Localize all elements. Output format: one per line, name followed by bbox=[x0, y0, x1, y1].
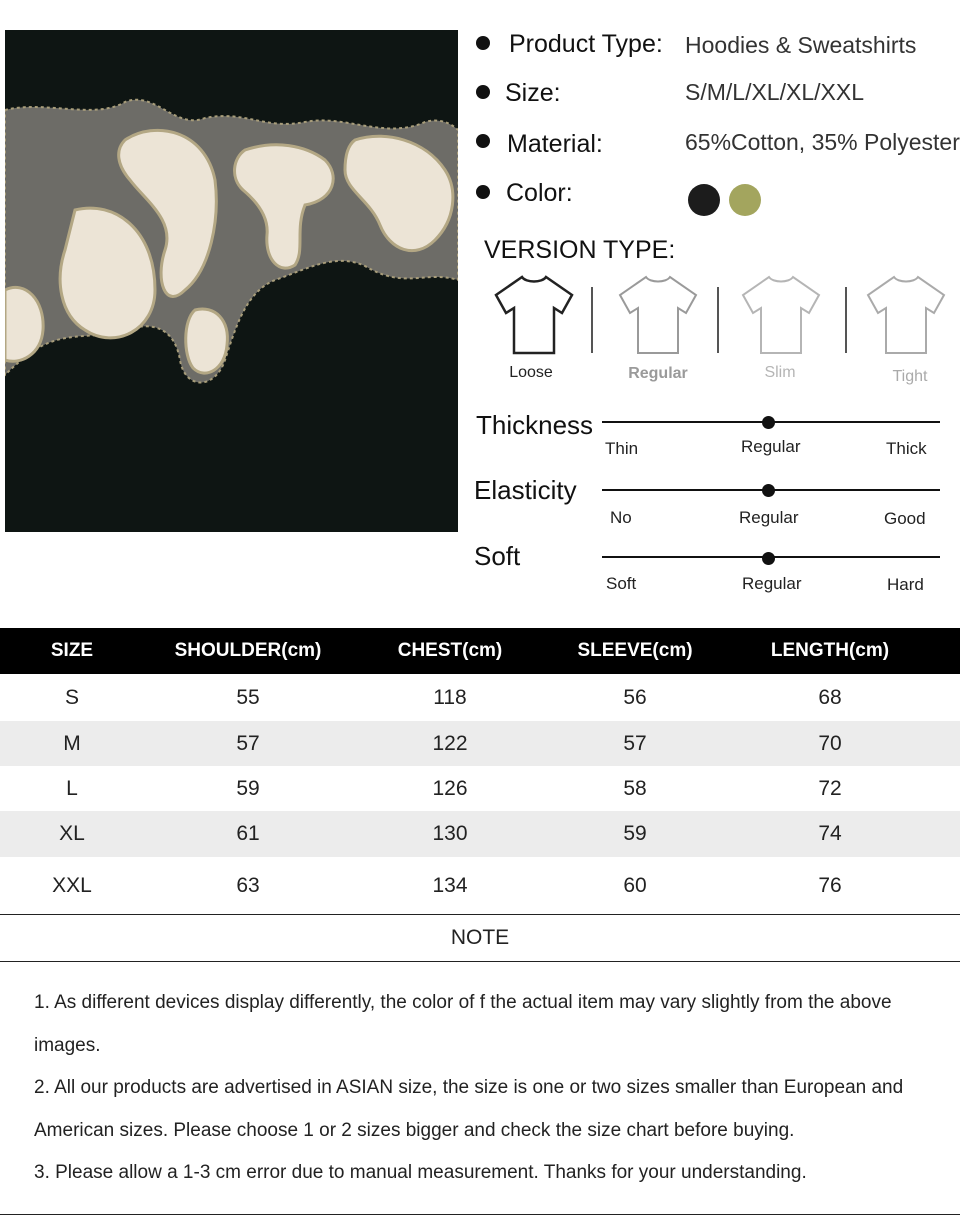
version-type-title: VERSION TYPE: bbox=[484, 236, 676, 264]
note-line: images. bbox=[34, 1034, 101, 1056]
table-cell: 59 bbox=[236, 776, 260, 800]
soft-low: Soft bbox=[606, 574, 637, 593]
table-row bbox=[0, 766, 960, 811]
note-line: 2. All our products are advertised in ASIAN size, the size is one or two sizes smaller than European and bbox=[34, 1077, 904, 1098]
header-shoulder: SHOULDER(cm) bbox=[174, 640, 322, 661]
table-cell: M bbox=[63, 731, 81, 755]
header-size: SIZE bbox=[50, 640, 94, 661]
bullet-icon bbox=[476, 36, 490, 50]
table-cell: 72 bbox=[818, 776, 842, 800]
table-cell: 70 bbox=[818, 731, 842, 755]
elasticity-title: Elasticity bbox=[474, 475, 577, 505]
elasticity-low: No bbox=[610, 508, 632, 527]
version-label-tight: Tight bbox=[892, 368, 928, 385]
header-chest: CHEST(cm) bbox=[397, 640, 503, 661]
tight-tee-icon bbox=[866, 275, 946, 355]
table-cell: 56 bbox=[623, 685, 647, 709]
divider bbox=[0, 1214, 960, 1215]
table-cell: 63 bbox=[236, 873, 260, 897]
soft-marker bbox=[762, 552, 775, 565]
table-cell: XL bbox=[59, 822, 85, 845]
table-cell: 130 bbox=[432, 822, 468, 845]
thickness-mid: Regular bbox=[741, 437, 801, 456]
note-line: 3. Please allow a 1-3 cm error due to manual measurement. Thanks for your understanding. bbox=[34, 1162, 807, 1183]
size-table bbox=[0, 628, 960, 914]
thickness-title: Thickness bbox=[476, 410, 594, 440]
elasticity-marker bbox=[762, 484, 775, 497]
table-row bbox=[0, 721, 960, 766]
size-value: S/M/L/XL/XL/XXL bbox=[685, 79, 864, 105]
soft-mid: Regular bbox=[742, 574, 802, 593]
table-cell: 61 bbox=[236, 822, 260, 845]
table-cell: 57 bbox=[623, 731, 647, 755]
color-swatch-olive[interactable] bbox=[729, 184, 761, 216]
bullet-icon bbox=[476, 85, 490, 99]
note-line: American sizes. Please choose 1 or 2 sizes bigger and check the size chart before buying. bbox=[34, 1119, 795, 1141]
table-cell: 57 bbox=[236, 731, 260, 755]
header-length: LENGTH(cm) bbox=[770, 640, 890, 661]
material-label: Material: bbox=[507, 130, 603, 158]
thickness-low: Thin bbox=[605, 439, 639, 458]
table-cell: S bbox=[64, 685, 79, 709]
table-row bbox=[0, 674, 960, 721]
table-cell: 134 bbox=[432, 873, 468, 897]
table-cell: 55 bbox=[236, 685, 260, 709]
table-cell: XXL bbox=[52, 873, 92, 897]
table-cell: 59 bbox=[623, 822, 647, 845]
material-value: 65%Cotton, 35% Polyester bbox=[685, 129, 960, 155]
table-cell: 68 bbox=[818, 685, 842, 709]
product-photo bbox=[5, 30, 458, 532]
table-cell: L bbox=[66, 776, 78, 800]
table-row bbox=[0, 857, 960, 914]
version-label-loose: Loose bbox=[509, 364, 553, 381]
note-title: NOTE bbox=[0, 914, 960, 962]
thickness-marker bbox=[762, 416, 775, 429]
divider bbox=[845, 287, 847, 353]
soft-title: Soft bbox=[474, 541, 521, 571]
note-list bbox=[34, 982, 934, 1195]
header-sleeve: SLEEVE(cm) bbox=[577, 640, 693, 661]
bullet-icon bbox=[476, 185, 490, 199]
elasticity-mid: Regular bbox=[739, 508, 799, 527]
divider bbox=[591, 287, 593, 353]
product-type-value: Hoodies & Sweatshirts bbox=[685, 32, 917, 58]
table-cell: 126 bbox=[432, 776, 468, 800]
table-cell: 118 bbox=[433, 685, 467, 709]
table-cell: 60 bbox=[623, 873, 647, 897]
size-label: Size: bbox=[505, 79, 561, 107]
table-cell: 122 bbox=[432, 731, 468, 755]
version-label-slim: Slim bbox=[764, 364, 796, 381]
elasticity-high: Good bbox=[884, 509, 926, 528]
regular-tee-icon bbox=[618, 275, 698, 355]
table-row bbox=[0, 811, 960, 857]
thickness-high: Thick bbox=[886, 439, 927, 458]
note-line: 1. As different devices display differently, the color of f the actual item may vary slightly from the above bbox=[34, 992, 892, 1013]
bullet-icon bbox=[476, 134, 490, 148]
version-label-regular: Regular bbox=[628, 365, 688, 382]
table-cell: 76 bbox=[818, 873, 842, 897]
color-label: Color: bbox=[506, 179, 573, 207]
table-cell: 74 bbox=[818, 822, 842, 845]
divider bbox=[717, 287, 719, 353]
slim-tee-icon bbox=[741, 275, 821, 355]
soft-high: Hard bbox=[887, 575, 924, 594]
loose-tee-icon bbox=[494, 275, 574, 355]
product-type-label: Product Type: bbox=[509, 30, 663, 58]
table-header-row bbox=[0, 628, 960, 674]
color-swatch-black[interactable] bbox=[688, 184, 720, 216]
table-cell: 58 bbox=[623, 776, 647, 800]
